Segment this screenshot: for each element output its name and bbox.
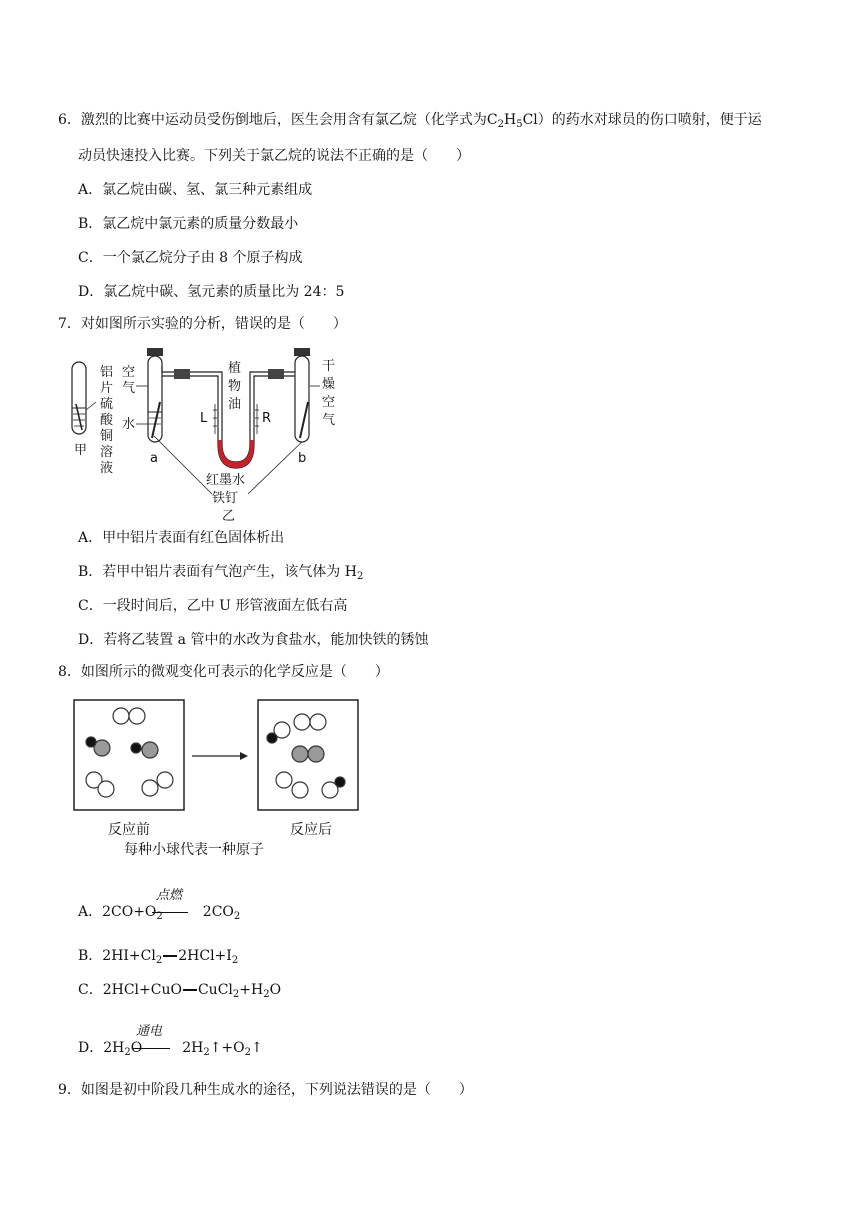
q7-stem: 7．对如图所示实验的分析，错误的是（ ）	[58, 316, 347, 332]
oil-label-1: 植	[228, 361, 242, 376]
L-label: L	[200, 411, 208, 426]
jia-label-3: 硫	[100, 397, 114, 412]
q8-option-a: A．$2CO+O_2$ $2CO_2$	[78, 904, 241, 922]
oil-label-3: 油	[228, 397, 242, 412]
jia-name: 甲	[74, 443, 88, 458]
q8-option-c: C．2HCl+CuO $CuCl_2+H_2O$	[78, 982, 282, 1000]
q7-option-a: A．甲中铝片表面有红色固体析出	[78, 530, 285, 546]
q7-experiment-figure	[62, 344, 352, 524]
q6-option-b: B．氯乙烷中氯元素的质量分数最小	[78, 216, 299, 232]
q7-option-d: D．若将乙装置 a 管中的水改为食盐水，能加快铁的锈蚀	[78, 632, 429, 648]
q6-option-c: C．一个氯乙烷分子由 8 个原子构成	[78, 250, 303, 266]
yi-label: 乙	[222, 509, 236, 524]
oil-label-2: 物	[228, 379, 242, 394]
tube-b-label: b	[298, 451, 307, 466]
tube-b-icon	[294, 348, 310, 442]
dry-air-4: 气	[322, 413, 336, 428]
ink-label: 红墨水	[206, 473, 246, 488]
jia-label-4: 酸	[100, 413, 114, 428]
R-label: R	[262, 411, 272, 426]
q8-option-b: B．$2HI+Cl_2$ $2HCl+I_2$	[78, 948, 239, 966]
q6-option-a: A．氯乙烷由碳、氢、氯三种元素组成	[78, 182, 313, 198]
dry-air-1: 干	[322, 359, 336, 374]
air-left-1: 空	[122, 365, 136, 380]
dry-air-3: 空	[322, 395, 336, 410]
nail-label: 铁钉	[212, 491, 239, 506]
q8-option-d-condition: 通电	[136, 1024, 163, 1039]
arrow-icon	[240, 752, 248, 760]
jia-label-2: 片	[100, 381, 114, 396]
u-tube-icon	[213, 366, 302, 468]
jia-label-7: 液	[100, 461, 114, 476]
q8-micro-figure	[68, 696, 368, 862]
figure-caption: 每种小球代表一种原子	[124, 842, 264, 858]
jia-label-5: 铜	[100, 429, 114, 444]
q9-stem: 9．如图是初中阶段几种生成水的途径，下列说法错误的是（ ）	[58, 1082, 473, 1098]
jia-label-6: 溶	[100, 445, 114, 460]
q8-option-d: D．$2H_2O$ $2H_2↑+O_2↑$	[78, 1040, 263, 1058]
tube-a-icon	[147, 348, 222, 442]
q8-stem: 8．如图所示的微观变化可表示的化学反应是（ ）	[58, 664, 389, 680]
before-label: 反应前	[108, 822, 150, 838]
jia-label-1: 铝	[100, 365, 114, 380]
q6-option-d: D．氯乙烷中碳、氢元素的质量比为 24：5	[78, 284, 345, 300]
tube-jia-icon	[72, 362, 96, 434]
q8-option-a-condition: 点燃	[156, 888, 183, 903]
q7-option-c: C．一段时间后，乙中 U 形管液面左低右高	[78, 598, 348, 614]
water-label: 水	[122, 417, 136, 432]
after-label: 反应后	[290, 822, 332, 838]
q6-stem-line2: 动员快速投入比赛。下列关于氯乙烷的说法不正确的是（ ）	[78, 148, 470, 164]
air-left-2: 气	[122, 381, 136, 396]
dry-air-2: 燥	[322, 377, 336, 392]
q7-option-b: B．若甲中铝片表面有气泡产生，该气体为 $H_2$	[78, 564, 364, 582]
q6-stem-line1: 6．激烈的比赛中运动员受伤倒地后，医生会用含有氯乙烷（化学式为$C_2H_5Cl$）的药水对球员的伤口喷射，便于运	[58, 112, 762, 130]
tube-a-label: a	[150, 451, 158, 466]
